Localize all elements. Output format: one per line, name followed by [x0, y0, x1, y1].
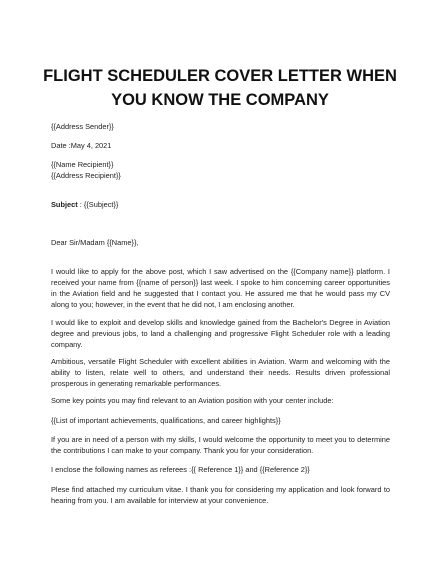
paragraph-7-text: I enclose the following names as referees :{{ Reference 1}} and {{Reference 2}} [51, 465, 310, 474]
salutation [51, 237, 390, 248]
paragraph-1 [51, 266, 390, 310]
paragraph-4-text: Some key points you may find relevant to an Aviation position with your center include: [51, 396, 334, 405]
title-line-2: YOU KNOW THE COMPANY [111, 91, 329, 109]
paragraph-2 [51, 317, 390, 350]
sender-address [51, 121, 390, 132]
paragraph-8-text: Plese find attached my curriculum vitae. I thank you for considering my application and look forward to hearing from you. I am available for interview at your convenience. [51, 485, 390, 505]
paragraph-6 [51, 434, 390, 456]
paragraph-5-text: {{List of important achievements, qualifications, and career highlights}} [51, 416, 281, 425]
paragraph-2-text: I would like to exploit and develop skills and knowledge gained from the Bachelor's Degree in Aviation degree and previous jobs, to land a challenging and progressive Flight Scheduler role with a leading company. [51, 318, 390, 349]
document-title [20, 64, 420, 112]
paragraph-4 [51, 395, 390, 406]
name-recipient: {{Name Recipient}} [51, 160, 114, 169]
date-text: Date :May 4, 2021 [51, 141, 112, 150]
paragraph-7 [51, 464, 390, 475]
paragraph-1-text: I would like to apply for the above post, which I saw advertised on the {{Company name}} platform. I received your name from {{name of person}} last week. I spoke to him concerning career opportunities in the Aviation field and he suggested that I contact you. He assured me that he would pass my CV along to you; however, in the event that he did not, I am enclosing another. [51, 267, 390, 309]
paragraph-8 [51, 484, 390, 506]
subject-label: Subject [51, 200, 78, 209]
paragraph-3-text: Ambitious, versatile Flight Scheduler with excellent abilities in Aviation. Warm and welcoming with the ability to listen, relate well to others, and understand their needs. Results driven professional prosperous in generating remarkable performances. [51, 357, 390, 388]
paragraph-5 [51, 415, 390, 426]
address-recipient: {{Address Recipient}} [51, 171, 121, 180]
salutation-text: Dear Sir/Madam {{Name}}, [51, 238, 139, 247]
subject-line [51, 199, 390, 210]
paragraph-3 [51, 356, 390, 389]
title-line-1: FLIGHT SCHEDULER COVER LETTER WHEN [43, 67, 397, 85]
paragraph-6-text: If you are in need of a person with my skills, I would welcome the opportunity to meet you to determine the contributions I can make to your company. Thank you for your consideration. [51, 435, 390, 455]
subject-value: : {{Subject}} [77, 200, 119, 209]
date-line [51, 140, 390, 151]
recipient-block [51, 159, 390, 181]
address-sender: {{Address Sender}} [51, 122, 114, 131]
